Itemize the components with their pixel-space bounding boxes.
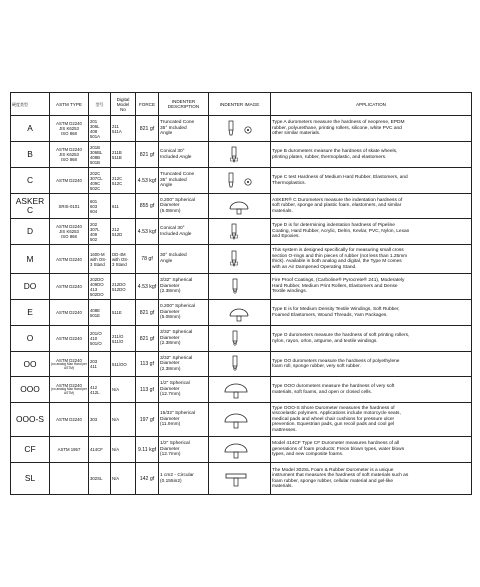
indenter-image-cell [209,168,271,194]
indenter-image-cell [209,274,271,300]
application-cell: The Model 302SL Foam & Rubber Durometer is a unique instrument that measures the hardness of soft materials such as foam rubber, sponge rubber, cellular material and gel-like materials. [271,463,472,495]
force-cell: 821 gf [136,300,159,326]
table-row [11,403,472,437]
small-sphere-indenter-icon [220,354,260,374]
spherical-indenter-icon [220,303,260,323]
model-cell: 201B 306BL 408B 501B [89,142,111,168]
header-astm-type: ASTM TYPE [50,93,89,116]
durometer-type-cell: OOO-S [11,403,50,437]
durometer-type-cell: E [11,300,50,326]
indenter-image-cell [209,403,271,437]
indenter-description-cell: Truncated Cone 35° Included Angle [159,168,209,194]
digital-model-cell: 212DO 512DO [111,274,136,300]
model-cell: 303 [89,403,111,437]
model-cell: 408E 501E [89,300,111,326]
durometer-table [10,92,472,495]
application-cell: Type D is for determining indentation hardness of Pipeline Coating, Hard Rubber, Acrylic, Delrin, Kevlar, PVC, Nylon, Lexan and Epoxies. [271,219,472,245]
digital-model-cell: 511E [111,300,136,326]
indenter-image-cell [209,326,271,352]
force-cell: 113 gf [136,352,159,377]
indenter-description-cell: 1/2" Spherical Diameter (12.7mm) [159,437,209,463]
table-row [11,463,472,495]
standard-cell: ASTM D2240 [50,168,89,194]
force-cell: 4.53 kgf [136,168,159,194]
indenter-description-cell: 0.200" Spherical Diameter (5.08mm) [159,194,209,219]
force-cell: 4.53 kgf [136,219,159,245]
small-sphere-indenter-icon [220,277,260,297]
digital-model-cell: N/A [111,463,136,495]
force-cell: 9.11 kgf [136,437,159,463]
standard-cell: ASTM D2240 [50,274,89,300]
application-cell: Type B durometers measure the hardness of skate wheels, printing platen, rubber, thermoplastic, and elastomers. [271,142,472,168]
indenter-description-cell: 3/32" Spherical Diameter (2.38mm) [159,352,209,377]
durometer-type-cell: CF [11,437,50,463]
table-row [11,194,472,219]
indenter-description-cell: Truncated Cone 35° Included Angle [159,116,209,142]
application-cell: Type O durometers measure the hardness of soft printing rollers, nylon, rayon, orlon, artgume, and textile windings. [271,326,472,352]
durometer-type-cell: OOO [11,377,50,403]
indenter-image-cell [209,116,271,142]
application-cell: This system is designed specifically for measuring small cross section O-rings and thin pieces of rubber (not less than 1.25mm thick). Available in both analog and digital, the Type M comes with an Air Dampened Operating Stand. [271,245,472,274]
table-row [11,300,472,326]
table-row [11,377,472,403]
durometer-type-cell: OO [11,352,50,377]
table-row [11,274,472,300]
durometer-type-cell: DO [11,274,50,300]
standard-cell: ASTM D2240 [50,245,89,274]
force-cell: 821 gf [136,326,159,352]
durometer-type-cell: SL [11,463,50,495]
digital-model-cell: 212 512D [111,219,136,245]
durometer-type-cell: ASKER C [11,194,50,219]
model-cell: 202DO 409DO 413 502DO [89,274,111,300]
indenter-image-cell [209,352,271,377]
application-cell: Fire Proof Coatings, (Carboline® Pyrocrete® 241), Moderately Hard Rubber, Medium Print Rollers, Elastomers and Dense Textile windings. [271,274,472,300]
table-row [11,116,472,142]
header-model-cjk: 型号 [89,93,111,116]
model-cell: 1600-M with OS- 3 Stand [89,245,111,274]
spherical-indenter-icon [220,196,260,216]
standard-cell: ASTM D2240 (no analog Max Hand per ASTM) [50,377,89,403]
conical-indenter-icon [220,222,260,242]
digital-model-cell: N/A [111,437,136,463]
model-cell: 601 603 604 [89,194,111,219]
force-cell: 821 gf [136,142,159,168]
model-cell: 302SL [89,463,111,495]
table-row [11,168,472,194]
force-cell: 855 gf [136,194,159,219]
standard-cell: ASTM D2240 [50,300,89,326]
dome-indenter-icon [220,440,260,460]
force-cell: 78 gf [136,245,159,274]
model-cell: 201 306L 408 501A [89,116,111,142]
durometer-type-cell: A [11,116,50,142]
application-cell: Model 414CF Type CF Durometer measures hardness of all generations of foam products: Freon blown types, water blown types, and new composite foams. [271,437,472,463]
indenter-description-cell: 30° Included Angle [159,245,209,274]
indenter-image-cell [209,194,271,219]
model-cell: 202C 307CL 409C 502C [89,168,111,194]
indenter-image-cell [209,245,271,274]
indenter-description-cell: 1 cm2 - Circular (0.155in2) [159,463,209,495]
indenter-description-cell: Conical 30° Included Angle [159,142,209,168]
header-indenter-image: INDENTER IMAGE [209,93,271,116]
table-row [11,352,472,377]
digital-model-cell: N/A [111,403,136,437]
table-row [11,142,472,168]
indenter-image-cell [209,300,271,326]
digital-model-cell: 611 [111,194,136,219]
header-application: APPLICATION [271,93,472,116]
application-cell: ASKER® C Durometers measure the indentation hardness of soft rubber, sponge and plastic foam, elastomers, and similar materials. [271,194,472,219]
conical-indenter-icon [220,145,260,165]
digital-model-cell: N/A [111,377,136,403]
model-cell: 412 412L [89,377,111,403]
truncated-cone-indenter-icon [220,171,260,191]
header-force: FORCE [136,93,159,116]
durometer-type-cell: D [11,219,50,245]
application-cell: Type OO durometers measure the hardness of polyethylene foam roll, sponge rubber, very soft rubber. [271,352,472,377]
indenter-description-cell: 3/32" Spherical Diameter (2.38mm) [159,326,209,352]
indenter-image-cell [209,219,271,245]
indenter-description-cell: 15/32" Spherical Diameter (11.9mm) [159,403,209,437]
model-cell: 414CF [89,437,111,463]
force-cell: 821 gf [136,116,159,142]
digital-model-cell: 211 511A [111,116,136,142]
durometer-type-cell: C [11,168,50,194]
header-digital-model: Digital Model No [111,93,136,116]
indenter-description-cell: 0.200" Spherical Diameter (5.08mm) [159,300,209,326]
table-row [11,437,472,463]
standard-cell: ASTM D2240 JIS K6253 ISO 868 [50,142,89,168]
application-cell: Type E is for Medium Density Textile Windings, Soft Rubber, Foamed Elastomers, Wound Threads, Yarn Packages. [271,300,472,326]
force-cell: 142 gf [136,463,159,495]
dome-indenter-icon [220,380,260,400]
model-cell: 202 307L 409 502 [89,219,111,245]
standard-cell: ASTM 1957 [50,437,89,463]
model-cell: 201/O 410 501/O [89,326,111,352]
header-type-cjk: 硬度类型 [11,93,50,116]
header-row [11,93,472,116]
digital-model-cell: 211B 511B [111,142,136,168]
durometer-table-sheet [10,92,471,495]
standard-cell: ASTM D2240 JIS K6253 ISO 868 [50,116,89,142]
force-cell: 197 gf [136,403,159,437]
durometer-type-cell: B [11,142,50,168]
application-cell: Type C test Hardness of Medium Hard Rubber, Elastomers, and Thermoplastics. [271,168,472,194]
table-row [11,245,472,274]
conical-indenter-icon [220,249,260,269]
indenter-image-cell [209,463,271,495]
force-cell: 4.53 kgf [136,274,159,300]
standard-cell [50,463,89,495]
indenter-description-cell: 3/32" Spherical Diameter (2.38mm) [159,274,209,300]
standard-cell: ASTM D2240 (no analog Max Hand per ASTM) [50,352,89,377]
header-indenter-description: INDENTER DESCRIPTION [159,93,209,116]
model-cell: 203 411 [89,352,111,377]
durometer-type-cell: O [11,326,50,352]
indenter-description-cell: 1/2" Spherical Diameter (12.7mm) [159,377,209,403]
digital-model-cell: DD-4M with OS- 3 Stand [111,245,136,274]
durometer-type-cell: M [11,245,50,274]
force-cell: 113 gf [136,377,159,403]
indenter-image-cell [209,437,271,463]
digital-model-cell: 212C 512C [111,168,136,194]
indenter-image-cell [209,377,271,403]
dome-indenter-icon [220,410,260,430]
table-row [11,219,472,245]
indenter-image-cell [209,142,271,168]
standard-cell: ASTM D2240 [50,403,89,437]
digital-model-cell: 211/O 511/O [111,326,136,352]
flat-disc-indenter-icon [220,469,260,489]
table-row [11,326,472,352]
standard-cell: ASTM D2240 [50,326,89,352]
digital-model-cell: 511/OO [111,352,136,377]
application-cell: Type OOO durometers measure the hardness of very soft materials, soft foams, and open or closed cells. [271,377,472,403]
standard-cell: SRIS-0101 [50,194,89,219]
standard-cell: ASTM D2240 JIS K6253 ISO 868 [50,219,89,245]
indenter-description-cell: Conical 30° Included Angle [159,219,209,245]
application-cell: Type OOO-S Shore Durometer measures the hardness of viscoelastic polymers. Applications include motorcycle seats, medical pads and wheel chair cushions for pressure ulcer prevention. Equestrian pads, gun recoil pads and cool gel mattresses. [271,403,472,437]
small-sphere-indenter-icon [220,329,260,349]
truncated-cone-indenter-icon [220,119,260,139]
application-cell: Type A durometers measure the hardness of neoprene, EPDM rubber, polyurethane, printing rollers, silicone, white PVC and other similar materials. [271,116,472,142]
